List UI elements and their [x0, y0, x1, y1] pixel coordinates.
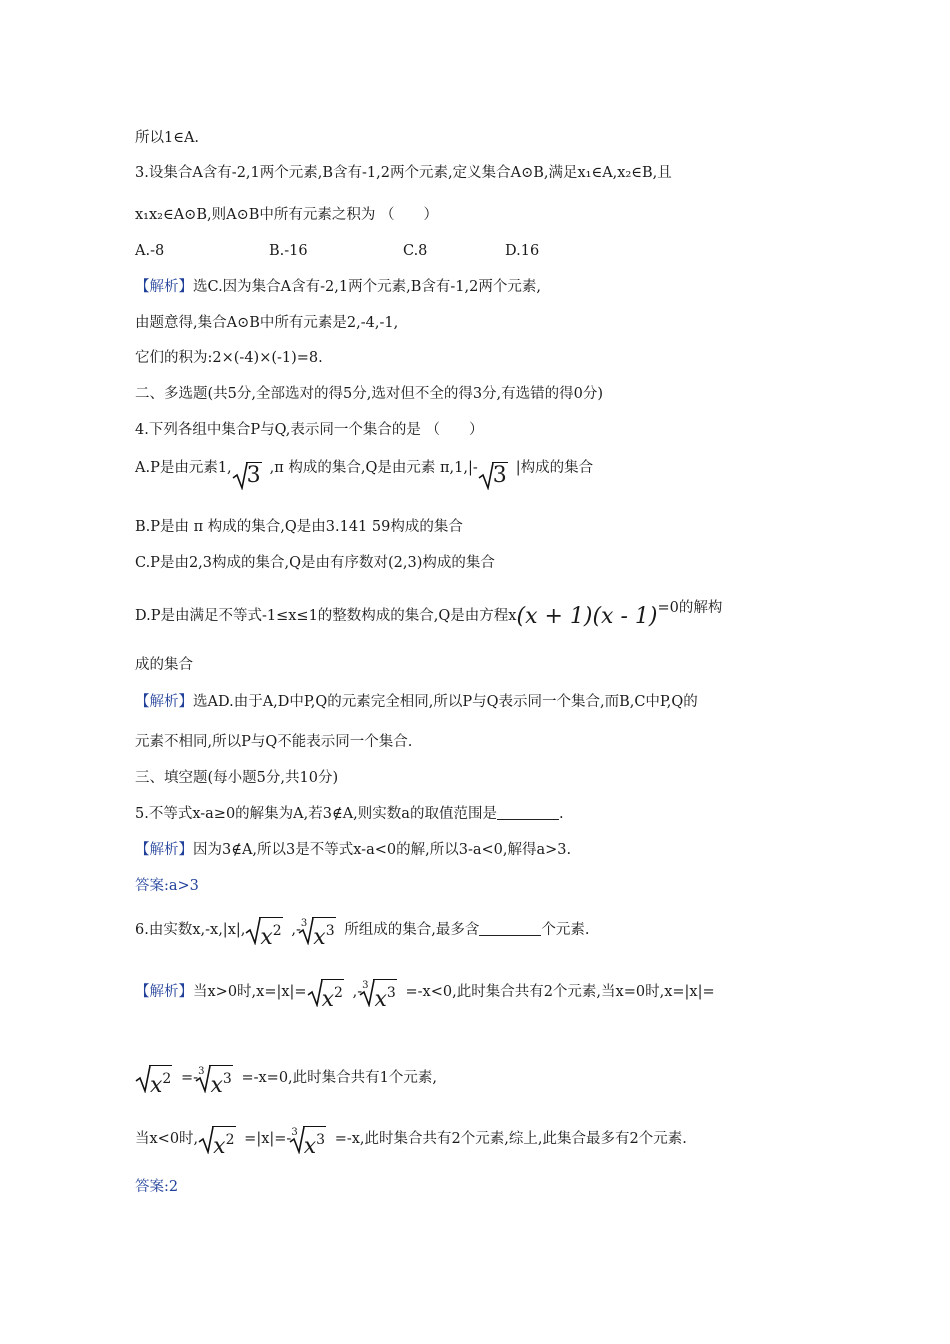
exponent: 3	[325, 923, 335, 939]
cube-root-x-cubed	[195, 1063, 241, 1098]
root-index: 3	[362, 980, 369, 991]
sqrt-x-squared	[307, 977, 353, 1012]
sqrt-x-squared	[245, 915, 291, 950]
exponent: 3	[386, 985, 396, 1001]
answer-6: 答案:2	[135, 1179, 179, 1195]
option-b: B.-16	[269, 243, 308, 259]
question-4-stem: 4.下列各组中集合P与Q,表示同一个集合的是 （ ）	[135, 422, 484, 438]
analysis-text-2: ,-	[352, 984, 363, 1000]
option-a-text-2: ,π 构成的集合,Q是由元素 π,1,|-	[269, 460, 478, 476]
exponent: 3	[222, 1071, 232, 1087]
option-d-text: D.P是由满足不等式-1≤x≤1的整数构成的集合,Q是由方程x	[135, 608, 517, 624]
analysis-tag: 【解析】	[135, 694, 193, 710]
question-5-text: 5.不等式x-a≥0的解集为A,若3∉A,则实数a的取值范围是	[135, 806, 497, 822]
radicand: x	[213, 1134, 226, 1159]
question-4-option-b: B.P是由 π 构成的集合,Q是由3.141 59构成的集合	[135, 519, 463, 535]
exponent: 2	[272, 923, 282, 939]
analysis-text: 当x<0时,	[135, 1131, 199, 1147]
question-4-option-c: C.P是由2,3构成的集合,Q是由有序数对(2,3)构成的集合	[135, 555, 495, 571]
equation: (x + 1)(x - 1)	[516, 604, 658, 629]
exponent: 3	[316, 1132, 326, 1148]
analysis-tag: 【解析】	[135, 984, 193, 1000]
analysis-text-3: =-x<0,此时集合共有2个元素,当x=0时,x=|x|=	[405, 984, 715, 1000]
analysis-text: 因为3∉A,所以3是不等式x-a<0的解,所以3-a<0,解得a>3.	[193, 842, 572, 858]
analysis-text: 当x>0时,x=|x|=	[193, 984, 307, 1000]
question-6-text-3: 所组成的集合,最多含	[344, 922, 480, 938]
question-4-option-d	[135, 598, 722, 627]
analysis-tag: 【解析】	[135, 279, 193, 295]
option-d: D.16	[505, 243, 540, 259]
question-6-text: 6.由实数x,-x,|x|,	[135, 922, 246, 938]
cube-root-x-cubed	[359, 977, 405, 1012]
exponent: 2	[162, 1071, 172, 1087]
analysis-4-line-2: 元素不相同,所以P与Q不能表示同一个集合.	[135, 734, 413, 750]
analysis-text-3: =-x,此时集合共有2个元素,综上,此集合最多有2个元素.	[334, 1131, 687, 1147]
option-c: C.8	[403, 243, 428, 259]
option-a-text: A.P是由元素1,	[135, 460, 232, 476]
analysis-3-line-1	[135, 277, 541, 297]
exponent: 2	[334, 985, 343, 1001]
analysis-text: =-	[181, 1070, 199, 1086]
analysis-3-line-3: 它们的积为:2×(-4)×(-1)=8.	[135, 350, 323, 366]
analysis-6-line-1	[135, 976, 715, 1012]
option-a: A.-8	[135, 243, 165, 259]
answer-blank	[479, 921, 541, 936]
radicand: x	[260, 925, 273, 950]
analysis-text-2: =-x=0,此时集合共有1个元素,	[241, 1070, 437, 1086]
sqrt-x-squared	[135, 1063, 181, 1098]
radicand: x	[150, 1073, 163, 1098]
radicand: x	[321, 987, 335, 1012]
section-2-heading: 二、多选题(共5分,全部选对的得5分,选对但不全的得3分,有选错的得0分)	[135, 386, 604, 402]
sqrt-3	[478, 460, 516, 490]
cube-root-x-cubed	[289, 1124, 335, 1159]
cube-root-x-cubed	[298, 915, 344, 950]
analysis-6-line-2	[135, 1062, 437, 1098]
radicand: 3	[492, 463, 507, 488]
question-6-text-4: 个元素.	[541, 922, 590, 938]
radicand: 3	[246, 463, 261, 488]
question-6	[135, 914, 590, 950]
sqrt-3	[232, 460, 270, 490]
option-a-text-3: |构成的集合	[515, 460, 594, 476]
option-d-text-2: =0的解构	[657, 600, 723, 616]
analysis-tag: 【解析】	[135, 842, 193, 858]
analysis-4-line-1	[135, 692, 698, 712]
answer-blank	[497, 805, 559, 820]
radicand: x	[313, 925, 326, 950]
root-index: 3	[198, 1066, 205, 1077]
question-4-option-a	[135, 458, 593, 490]
root-index: 3	[300, 918, 308, 929]
analysis-6-line-3	[135, 1123, 687, 1159]
radicand: x	[374, 987, 387, 1012]
text-line: 所以1∈A.	[135, 130, 200, 146]
question-3-line-2: x₁x₂∈A⊙B,则A⊙B中所有元素之积为 （ ）	[135, 207, 438, 223]
analysis-3-line-2: 由题意得,集合A⊙B中所有元素是2,-4,-1,	[135, 315, 399, 331]
analysis-text: 选C.因为集合A含有-2,1两个元素,B含有-1,2两个元素,	[193, 279, 541, 295]
section-3-heading: 三、填空题(每小题5分,共10分)	[135, 770, 339, 786]
question-4-option-d-cont: 成的集合	[135, 657, 193, 673]
question-6-text-2: ,-	[291, 922, 301, 938]
analysis-text: 选AD.由于A,D中P,Q的元素完全相同,所以P与Q表示同一个集合,而B,C中P,Q的	[193, 694, 698, 710]
question-5-end: .	[558, 806, 564, 822]
sqrt-x-squared	[198, 1124, 244, 1159]
root-index: 3	[291, 1127, 298, 1138]
answer-5: 答案:a>3	[135, 878, 199, 894]
exponent: 2	[225, 1132, 235, 1148]
analysis-text-2: =|x|=-	[244, 1131, 292, 1147]
analysis-5	[135, 840, 571, 860]
radicand: x	[303, 1134, 317, 1159]
question-3-line-1: 3.设集合A含有-2,1两个元素,B含有-1,2两个元素,定义集合A⊙B,满足x₁∈A,x₂∈B,且	[135, 165, 672, 181]
radicand: x	[210, 1073, 223, 1098]
question-5	[135, 804, 564, 824]
